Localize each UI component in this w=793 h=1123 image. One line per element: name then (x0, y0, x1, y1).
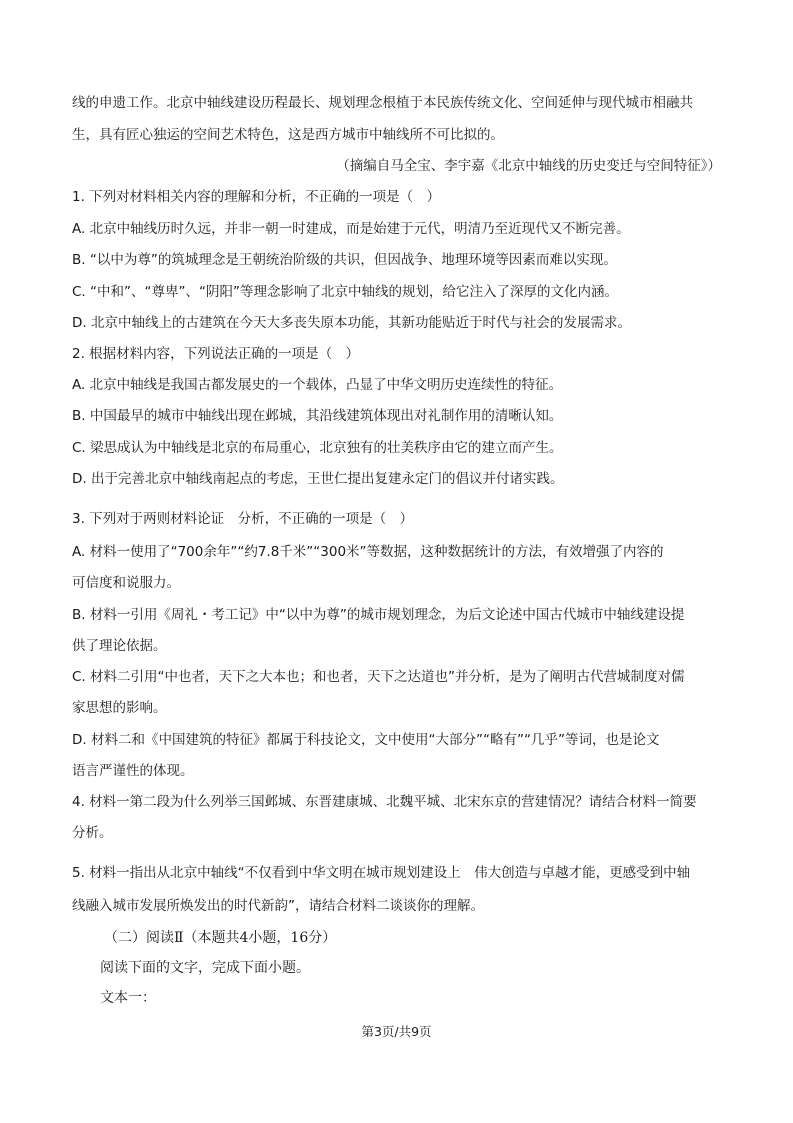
question-5-line-2: 线融入城市发展所焕发出的时代新韵”，请结合材料二谈谈你的理解。 (72, 898, 484, 914)
passage-line-1: 线的申遗工作。北京中轴线建设历程最长、规划理念根植于本民族传统文化、空间延伸与现代城市相融共 (72, 95, 693, 111)
question-3-option-d-line-2: 语言严谨性的体现。 (72, 763, 194, 779)
question-2-option-c: C. 梁思成认为中轴线是北京的布局重心，北京独有的壮美秩序由它的建立而产生。 (72, 440, 563, 456)
question-3-option-a-line-1: A. 材料一使用了“700余年”“约7.8千米”“300米”等数据，这种数据统计的方法，有效增强了内容的 (72, 544, 664, 560)
question-3-option-d-line-1: D. 材料二和《中国建筑的特征》都属于科技论文，文中使用“大部分”“略有”“几乎”等词，也是论文 (72, 732, 660, 748)
question-1-option-a: A. 北京中轴线历时久远，并非一朝一时建成，而是始建于元代，明清乃至近现代又不断完善。 (72, 221, 630, 237)
question-2-option-a: A. 北京中轴线是我国古都发展史的一个载体，凸显了中华文明历史连续性的特征。 (72, 377, 563, 393)
question-3-stem: 3. 下列对于两则材料论证 分析，不正确的一项是（ ） (72, 511, 414, 527)
question-1-option-c: C. “中和”、“尊卑”、“阴阳”等理念影响了北京中轴线的规划，给它注入了深厚的文化内涵。 (72, 284, 618, 300)
passage-line-2: 生，具有匠心独运的空间艺术特色，这是西方城市中轴线所不可比拟的。 (72, 127, 504, 143)
question-5-line-1: 5. 材料一指出从北京中轴线“不仅看到中华文明在城市规划建设上 伟大创造与卓越才能，更感受到中轴 (72, 865, 691, 881)
question-1-option-b: B. “以中为尊”的筑城理念是王朝统治阶级的共识，但因战争、地理环境等因素而难以实现。 (72, 252, 617, 268)
section-2-heading: （二）阅读Ⅱ（本题共4小题，16分） (104, 930, 337, 946)
question-3-option-b-line-1: B. 材料一引用《周礼・考工记》中“以中为尊”的城市规划理念，为后文论述中国古代城市中轴线建设提 (72, 607, 685, 623)
question-4-line-2: 分析。 (72, 825, 113, 841)
question-4-line-1: 4. 材料一第二段为什么列举三国邺城、东晋建康城、北魏平城、北宋东京的营建情况？请结合材料一简要 (72, 794, 697, 810)
question-1-option-d: D. 北京中轴线上的古建筑在今天大多丧失原本功能，其新功能贴近于时代与社会的发展需求。 (72, 315, 631, 331)
question-3-option-a-line-2: 可信度和说服力。 (72, 575, 180, 591)
passage-source: （摘编自马全宝、李宇嘉《北京中轴线的历史变迁与空间特征》） (336, 158, 721, 174)
section-2-instruction: 阅读下面的文字，完成下面小题。 (100, 960, 310, 976)
question-3-option-c-line-2: 家思想的影响。 (72, 700, 167, 716)
question-3-option-b-line-2: 供了理论依据。 (72, 638, 167, 654)
question-2-option-b: B. 中国最早的城市中轴线出现在邺城，其沿线建筑体现出对礼制作用的清晰认知。 (72, 408, 563, 424)
question-2-option-d: D. 出于完善北京中轴线南起点的考虑，王世仁提出复建永定门的倡议并付诸实践。 (72, 471, 564, 487)
text-1-label: 文本一： (100, 990, 156, 1006)
page-number: 第3页/共9页 (361, 1024, 432, 1039)
question-3-option-c-line-1: C. 材料二引用“中也者，天下之大本也；和也者，天下之达道也”并分析，是为了阐明古代营城制度对儒 (72, 669, 685, 685)
question-2-stem: 2. 根据材料内容，下列说法正确的一项是（ ） (72, 346, 360, 362)
question-1-stem: 1. 下列对材料相关内容的理解和分析，不正确的一项是（ ） (72, 189, 441, 205)
